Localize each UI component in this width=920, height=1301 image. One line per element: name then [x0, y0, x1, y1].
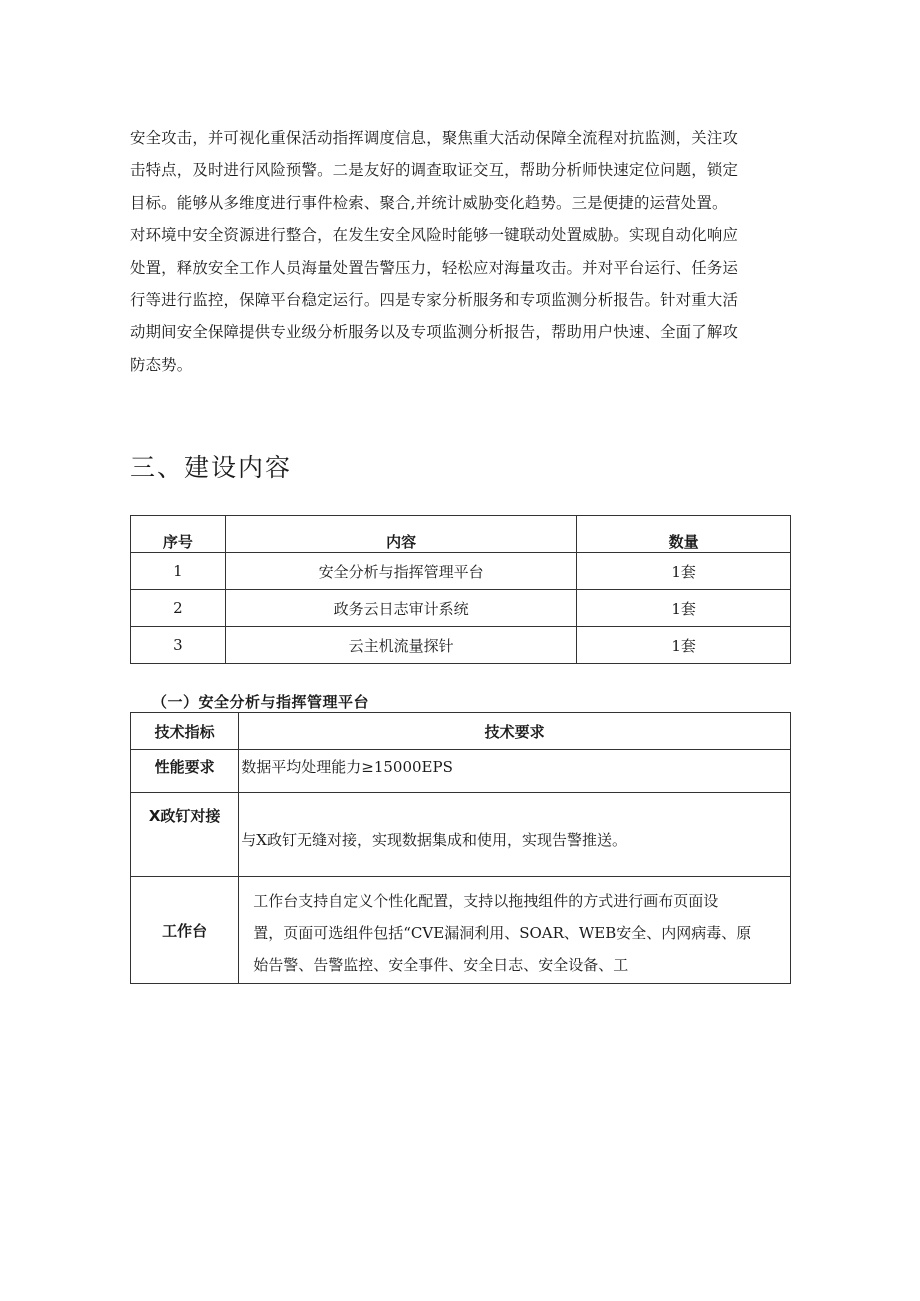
header-cell-content: 内容: [225, 516, 576, 553]
cell-quantity: 1套: [577, 553, 791, 590]
header-cell-requirement: 技术要求: [239, 713, 791, 750]
x-docking-label: X政钉对接: [131, 793, 239, 877]
table-row: [131, 627, 791, 664]
header-cell-indicator: 技术指标: [131, 713, 239, 750]
header-cell-index: 序号: [131, 516, 226, 553]
cell-quantity: 1套: [577, 590, 791, 627]
performance-label: 性能要求: [131, 750, 239, 793]
spec-row-x-docking: [131, 793, 791, 877]
section-title: 三、建设内容: [130, 453, 293, 482]
cell-content: 政务云日志审计系统: [225, 590, 576, 627]
table-row: [131, 553, 791, 590]
cell-content: 安全分析与指挥管理平台: [225, 553, 576, 590]
paragraph-line: 对环境中安全资源进行整合，在发生安全风险时能够一键联动处置威胁。实现自动化响应: [130, 226, 739, 245]
x-docking-value: 与X政钉无缝对接，实现数据集成和使用，实现告警推送。: [239, 793, 791, 877]
performance-value: 数据平均处理能力≥15000EPS: [239, 750, 791, 793]
cell-content: 云主机流量探针: [225, 627, 576, 664]
workbench-line: 置，页面可选组件包括“CVE漏洞利用、SOAR、WEB安全、内网病毒、原: [253, 924, 752, 942]
paragraph-line: 击特点，及时进行风险预警。二是友好的调查取证交互，帮助分析师快速定位问题，锁定: [130, 161, 739, 180]
intro-paragraph: [130, 122, 792, 381]
paragraph-line: 处置，释放安全工作人员海量处置告警压力，轻松应对海量攻击。并对平台运行、任务运: [130, 258, 739, 277]
cell-index: 2: [131, 590, 226, 627]
spec-header-row: [131, 713, 791, 750]
paragraph-line: 目标。能够从多维度进行事件检索、聚合,并统计威胁变化趋势。三是便捷的运营处置。: [130, 193, 728, 212]
header-cell-quantity: 数量: [577, 516, 791, 553]
paragraph-line: 安全攻击，并可视化重保活动指挥调度信息，聚焦重大活动保障全流程对抗监测，关注攻: [130, 129, 739, 147]
cell-index: 1: [131, 553, 226, 590]
subsection-title: （一）安全分析与指挥管理平台: [152, 693, 370, 711]
content-table: [130, 515, 791, 664]
workbench-label: 工作台: [131, 877, 239, 984]
table-header-row: [131, 516, 791, 553]
table-row: [131, 590, 791, 627]
spec-table: [130, 712, 791, 984]
cell-quantity: 1套: [577, 627, 791, 664]
workbench-line: 工作台支持自定义个性化配置，支持以拖拽组件的方式进行画布页面设: [253, 892, 719, 910]
paragraph-line: 动期间安全保障提供专业级分析服务以及专项监测分析报告，帮助用户快速、全面了解攻: [130, 323, 739, 342]
workbench-value: [239, 877, 791, 984]
cell-index: 3: [131, 627, 226, 664]
workbench-line: 始告警、告警监控、安全事件、安全日志、安全设备、工: [253, 956, 629, 974]
spec-row-workbench: [131, 877, 791, 984]
paragraph-line: 行等进行监控，保障平台稳定运行。四是专家分析服务和专项监测分析报告。针对重大活: [130, 291, 739, 310]
paragraph-line: 防态势。: [130, 355, 193, 374]
spec-row-performance: [131, 750, 791, 793]
